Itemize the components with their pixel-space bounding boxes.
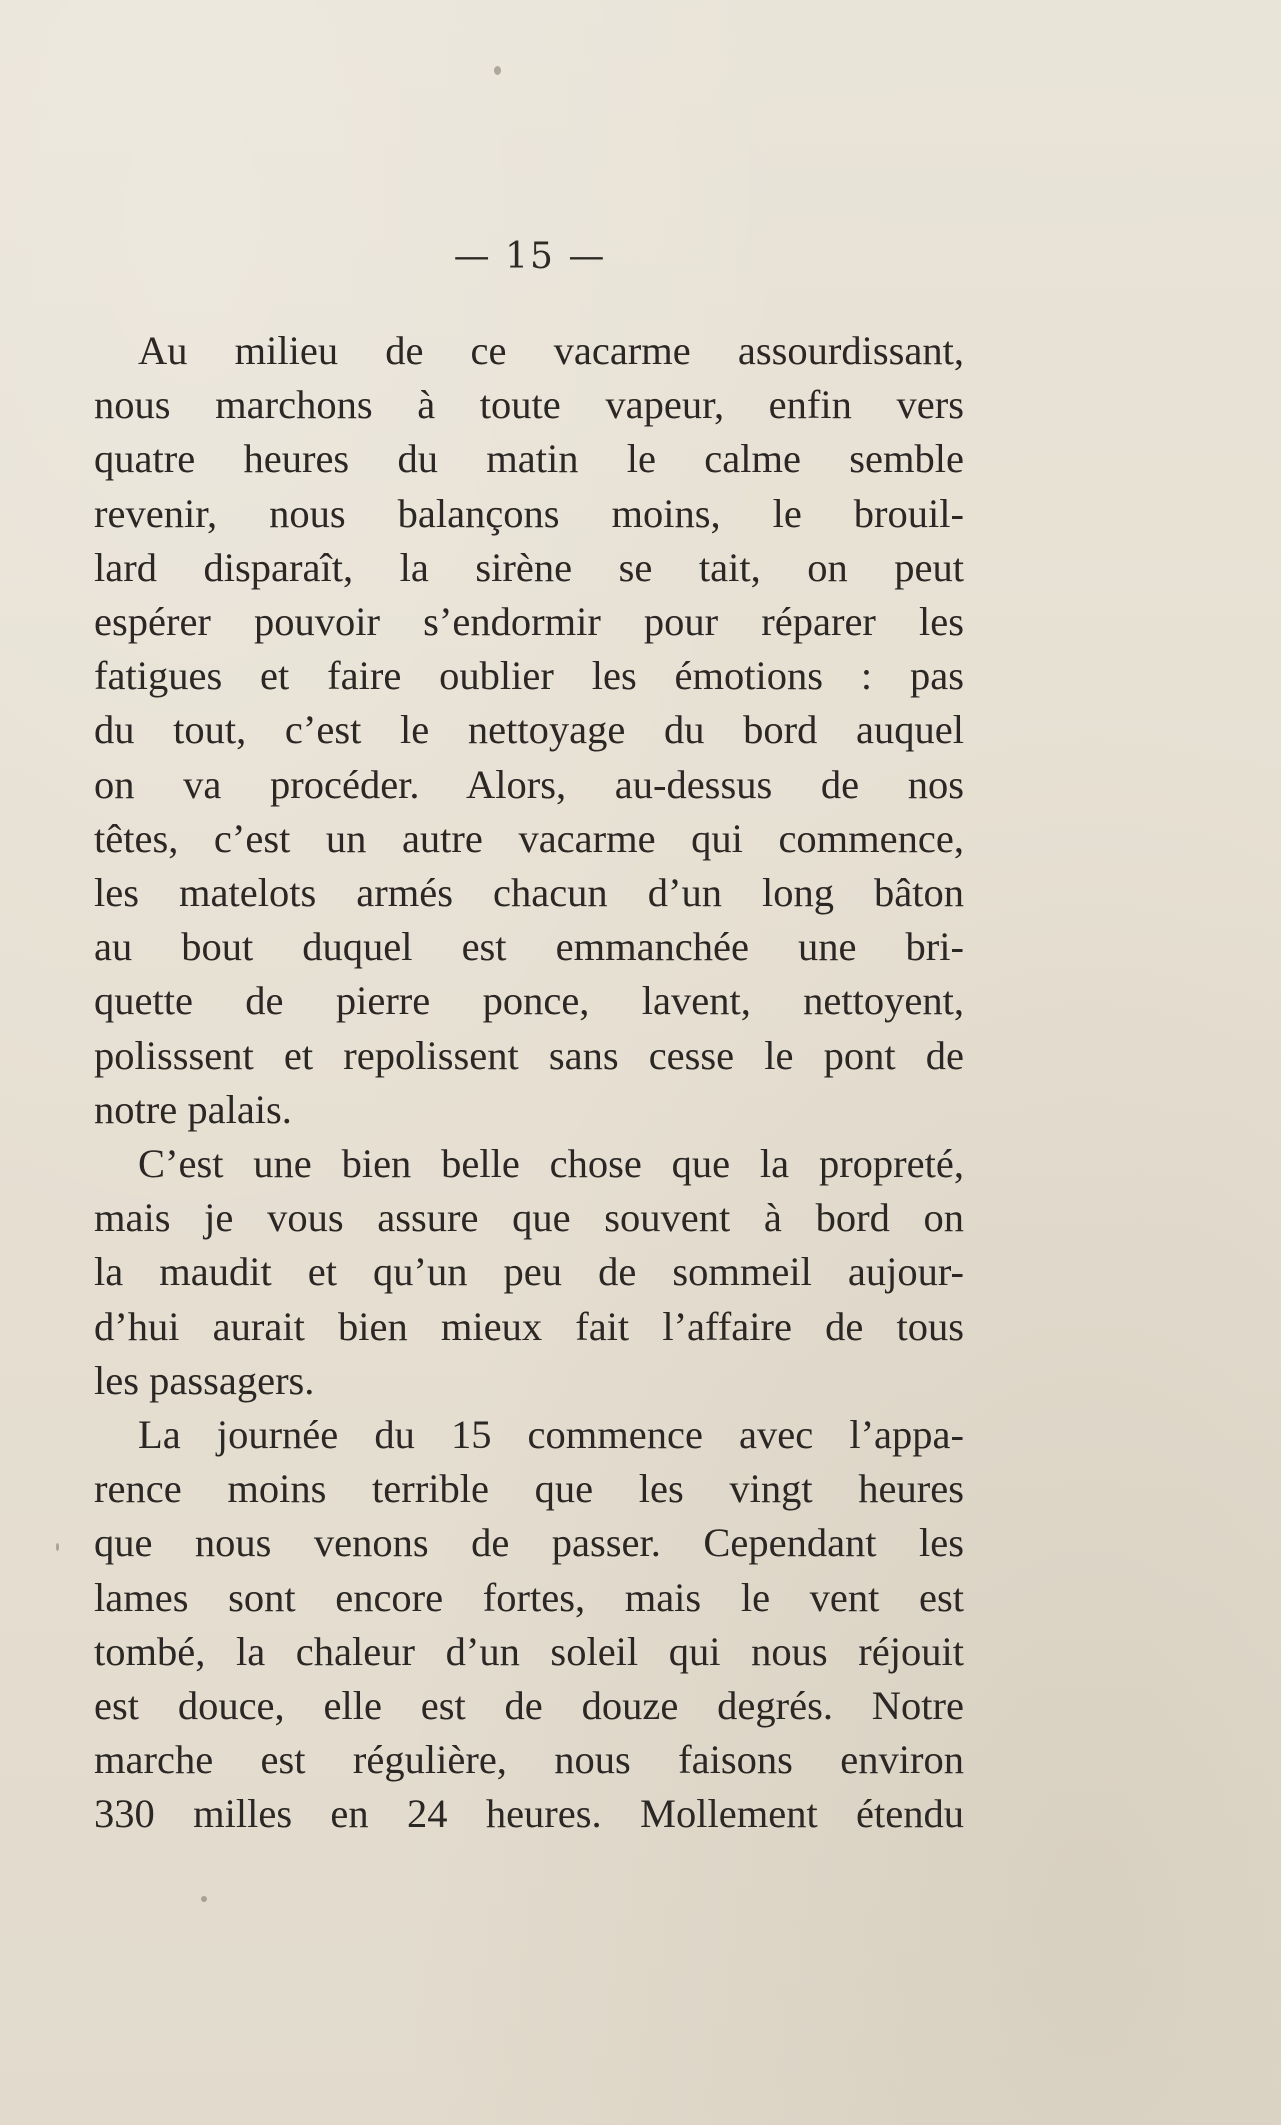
text-line: nous marchons à toute vapeur, enfin vers: [94, 382, 964, 428]
text-line: est douce, elle est de douze degrés. Notre: [94, 1683, 964, 1729]
text-line: que nous venons de passer. Cependant les: [94, 1520, 964, 1566]
text-line: notre palais.: [94, 1086, 292, 1132]
text-line: marche est régulière, nous faisons environ: [94, 1737, 964, 1783]
text-line: polisssent et repolissent sans cesse le pont de: [94, 1032, 964, 1078]
text-line: lames sont encore fortes, mais le vent est: [94, 1574, 964, 1620]
text-line: tombé, la chaleur d’un soleil qui nous réjouit: [94, 1628, 964, 1674]
text-line: rence moins terrible que les vingt heures: [94, 1466, 964, 1512]
text-line: la maudit et qu’un peu de sommeil aujour-: [94, 1249, 964, 1295]
text-line: mais je vous assure que souvent à bord on: [94, 1195, 964, 1241]
text-line: les matelots armés chacun d’un long bâton: [94, 870, 964, 916]
text-line: on va procéder. Alors, au-dessus de nos: [94, 761, 964, 807]
text-line: têtes, c’est un autre vacarme qui commence,: [94, 815, 964, 861]
text-line: d’hui aurait bien mieux fait l’affaire de tous: [94, 1303, 964, 1349]
text-line: quette de pierre ponce, lavent, nettoyent,: [94, 978, 964, 1024]
text-line: les passagers.: [94, 1357, 315, 1403]
body-text: [94, 324, 964, 1842]
text-line: fatigues et faire oublier les émotions : pas: [94, 653, 964, 699]
page-number: — 15 —: [453, 236, 607, 277]
text-line: 330 milles en 24 heures. Mollement étendu: [94, 1791, 964, 1837]
text-line: Au milieu de ce vacarme assourdissant,: [138, 328, 964, 373]
text-line: quatre heures du matin le calme semble: [94, 436, 964, 482]
text-line: C’est une bien belle chose que la propreté,: [138, 1141, 964, 1187]
text-line: du tout, c’est le nettoyage du bord auquel: [94, 707, 964, 753]
text-line: au bout duquel est emmanchée une bri-: [94, 924, 964, 970]
ink-speck: [201, 1896, 207, 1902]
text-line: revenir, nous balançons moins, le brouil-: [94, 490, 964, 536]
ink-speck: [494, 66, 501, 75]
text-line: lard disparaît, la sirène se tait, on peut: [94, 544, 964, 590]
text-line: espérer pouvoir s’endormir pour réparer les: [94, 599, 964, 645]
text-line: La journée du 15 commence avec l’appa-: [138, 1412, 964, 1458]
ink-speck: [56, 1543, 59, 1551]
